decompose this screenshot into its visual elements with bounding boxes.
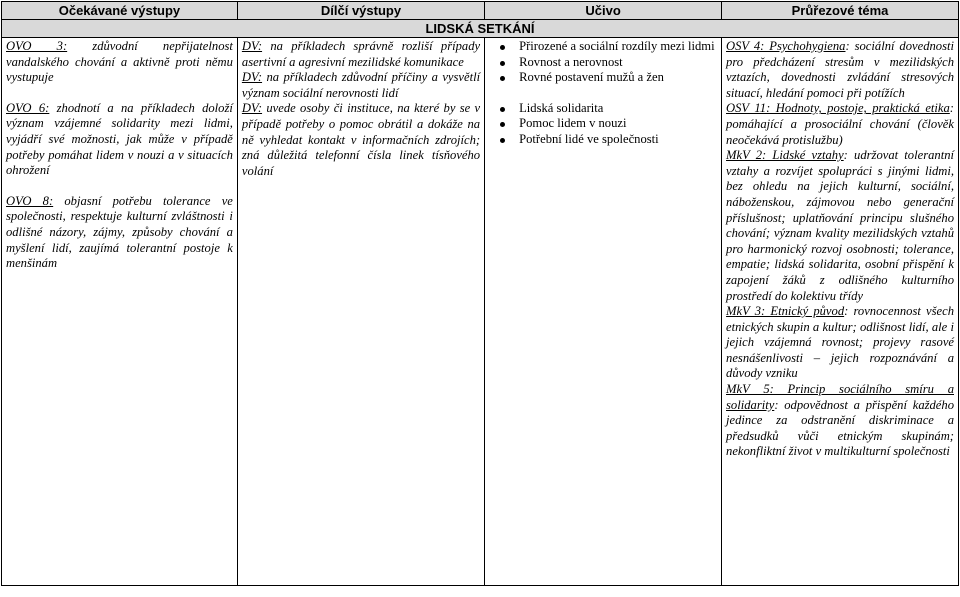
theme-item <box>726 101 954 148</box>
sub-output-item <box>242 101 480 179</box>
sub-outputs-cell <box>237 38 484 586</box>
output-code: OVO 3: <box>6 39 68 53</box>
bullet-icon <box>500 122 505 127</box>
output-item <box>6 101 233 179</box>
content-row <box>2 38 959 586</box>
section-row <box>2 20 959 38</box>
output-code: OVO 6: <box>6 100 50 115</box>
theme-text: : pomáhající a prosociální chování (člověk neočekává protislužbu) <box>726 101 954 147</box>
theme-item <box>726 382 954 460</box>
header-curriculum: Učivo <box>485 2 722 20</box>
theme-item <box>726 304 954 382</box>
bullet-icon <box>500 45 505 50</box>
expected-outputs-cell <box>2 38 238 586</box>
cross-themes-cell <box>722 38 959 586</box>
sub-output-item <box>242 39 480 70</box>
sub-output-code: DV: <box>241 39 263 53</box>
header-sub-outputs: Dílčí výstupy <box>237 2 484 20</box>
theme-code: MkV 3: Etnický původ <box>726 304 845 319</box>
theme-code: MkV 5: Princip sociálního smíru a solidarity <box>726 382 954 412</box>
theme-code: OSV 4: Psychohygiena <box>726 39 846 53</box>
curriculum-table <box>1 1 959 586</box>
sub-output-text: na příkladech zdůvodní příčiny a vysvětlí význam sociální nerovnosti lidí <box>241 70 481 100</box>
section-title: LIDSKÁ SETKÁNÍ <box>2 20 959 38</box>
curriculum-item: Rovnost a nerovnost <box>489 55 717 71</box>
output-item <box>6 39 233 86</box>
theme-code: MkV 2: Lidské vztahy <box>726 148 844 163</box>
theme-text: : odpovědnost a přispění každého jedince za odstranění diskriminace a předsudků vůči etnickým skupinám; nekonfliktní život v multikulturní společnosti <box>726 397 954 459</box>
theme-item <box>726 39 954 101</box>
theme-text: : udržovat tolerantní vztahy a rozvíjet spolupráci s jinými lidmi, bez ohledu na jejich kulturní, sociální, náboženskou, zájmovou nebo generační příslušnost; uplatňování principu slušného chování; význam kvality mezilidských vztahů pro harmonický rozvoj osobnosti; tolerance, empatie; lidská solidarita, osobní přispění k zapojení žáků z odlišného kulturního prostředí do kolektivu třídy <box>726 148 954 303</box>
output-item <box>6 194 233 272</box>
bullet-icon <box>500 138 505 143</box>
output-text: objasní potřebu tolerance ve společnosti, respektuje kulturní zvláštnosti i odlišné názory, zájmy, způsoby chování a myšlení lidí, zaujímá tolerantní postoje k menšinám <box>6 193 233 271</box>
curriculum-item: Potřební lidé ve společnosti <box>489 132 717 148</box>
curriculum-item: Lidská solidarita <box>489 101 717 117</box>
sub-output-code: DV: <box>241 101 263 116</box>
sub-output-item <box>242 70 480 101</box>
theme-text: : rovnocennost všech etnických skupin a kultur; odlišnost lidí, ale i jejich vzájemná rovnost; projevy rasové nesnášenlivosti – jejich rozpoznávání a důvody vzniku <box>726 304 955 381</box>
theme-text: : sociální dovednosti pro předcházení stresům v mezilidských vztazích, dovednosti zvládání stresových situací, hledání pomoci při potížích <box>726 39 954 100</box>
curriculum-item: Rovné postavení mužů a žen <box>489 70 717 86</box>
theme-item <box>726 148 954 304</box>
output-text: zdůvodní nepřijatelnost vandalského chování a aktivně proti němu vystupuje <box>6 39 233 85</box>
theme-code: OSV 11: Hodnoty, postoje, praktická etika <box>726 101 950 116</box>
curriculum-cell <box>485 38 722 586</box>
header-expected-outputs: Očekávané výstupy <box>2 2 238 20</box>
header-cross-themes: Průřezové téma <box>722 2 959 20</box>
sub-output-text: na příkladech správně rozliší případy asertivní a agresivní mezilidské komunikace <box>241 39 481 69</box>
curriculum-item: Pomoc lidem v nouzi <box>489 116 717 132</box>
sub-output-text: uvede osoby či instituce, na které by se v případě potřeby o pomoc obrátil a dokáže na ně vyhledat kontakt v informačních zdrojích; zná důležitá telefonní čísla linek tísňového volání <box>241 101 481 178</box>
bullet-icon <box>500 76 505 81</box>
bullet-icon <box>500 61 505 66</box>
curriculum-list <box>489 39 717 148</box>
header-row <box>2 2 959 20</box>
bullet-icon <box>500 107 505 112</box>
output-code: OVO 8: <box>6 193 54 208</box>
sub-output-code: DV: <box>241 70 263 85</box>
curriculum-item: Přirozené a sociální rozdíly mezi lidmi <box>489 39 717 55</box>
output-text: zhodnotí a na příkladech doloží význam vzájemné solidarity mezi lidmi, vyjádří své možnosti, jak může v případě potřeby pomáhat lidem v nouzi a v situacích ohrožení <box>6 100 233 178</box>
